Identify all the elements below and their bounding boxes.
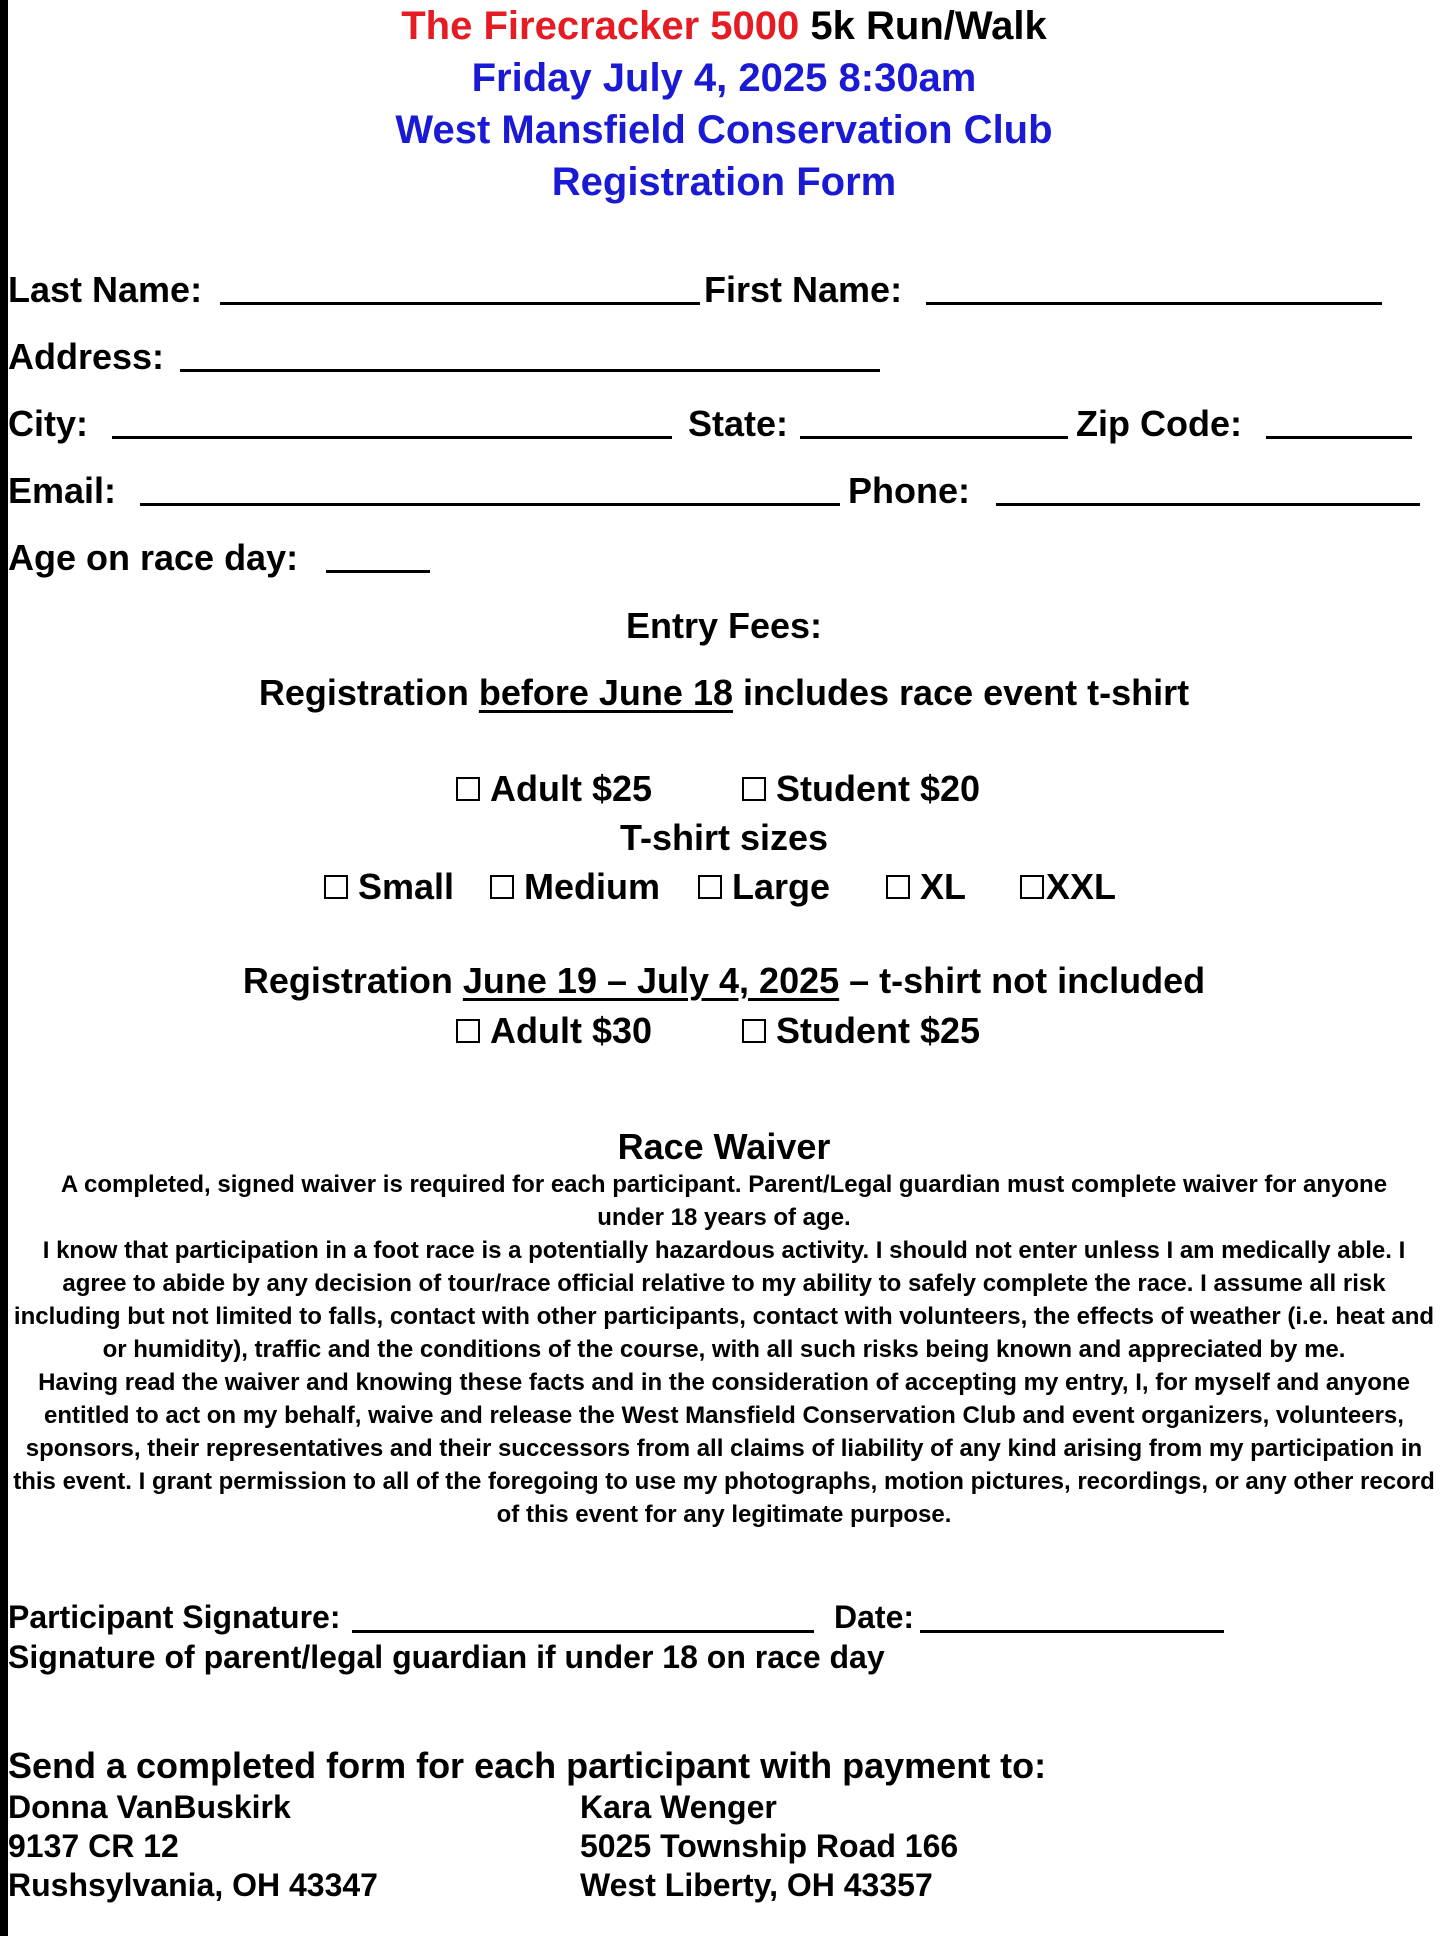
size-xl-label: XL [920, 866, 967, 907]
contact-1-name: Donna VanBuskirk [8, 1789, 291, 1825]
participant-signature-field[interactable] [352, 1630, 814, 1633]
registration-form [8, 0, 1440, 1936]
late-prefix: Registration [242, 960, 453, 1001]
contact-1-city: Rushsylvania, OH 43347 [8, 1867, 378, 1903]
first-name-label: First Name: [704, 269, 903, 310]
early-registration-line [8, 670, 1440, 716]
late-adult-label: Adult $30 [490, 1010, 653, 1051]
address-label: Address: [8, 336, 165, 377]
tshirt-sizes-heading: T-shirt sizes [619, 817, 829, 858]
event-venue: West Mansfield Conservation Club [395, 108, 1053, 152]
age-field[interactable] [326, 570, 430, 573]
state-label: State: [688, 403, 789, 444]
size-large-option[interactable] [698, 864, 830, 910]
checkbox-icon[interactable] [1020, 875, 1044, 899]
city-field[interactable] [112, 436, 672, 439]
event-title [8, 0, 1440, 52]
checkbox-icon[interactable] [886, 875, 910, 899]
contact-2-city: West Liberty, OH 43357 [580, 1867, 933, 1903]
size-small-option[interactable] [324, 864, 454, 910]
late-student-option[interactable] [742, 1008, 980, 1054]
zip-field[interactable] [1266, 436, 1412, 439]
event-date: Friday July 4, 2025 8:30am [471, 56, 977, 100]
city-label: City: [8, 403, 88, 444]
size-medium-option[interactable] [490, 864, 660, 910]
waiver-paragraph-3: Having read the waiver and knowing these facts and in the consideration of accepting my entry, I, for myself and anyone entitled to act on my behalf, waive and release the West Mansfield Conservation Club and event organizers, volunteers, sponsors, their representatives and their successors from all claims of liability of any kind arising from my participation in this event. I grant permission to all of the foregoing to use my photographs, motion pictures, recordings, or any other record of this event for any legitimate purpose. [13, 1369, 1435, 1528]
contact-1 [8, 1788, 378, 1905]
email-field[interactable] [140, 503, 840, 506]
last-name-label: Last Name: [8, 269, 203, 310]
event-type: 5k Run/Walk [810, 4, 1047, 48]
signature-date-field[interactable] [920, 1630, 1224, 1633]
size-xxl-label: XXL [1046, 866, 1117, 907]
phone-field[interactable] [996, 503, 1420, 506]
age-label: Age on race day: [8, 537, 299, 578]
early-prefix: Registration [258, 672, 469, 713]
checkbox-icon[interactable] [742, 777, 766, 801]
waiver-paragraph-2: I know that participation in a foot race is a potentially hazardous activity. I should not enter unless I am medically able. I agree to abide by any decision of tour/race official relative to my ability to safely complete the race. I assume all risk including but not limited to falls, contact with other participants, contact with volunteers, the effects of weather (i.e. heat and or humidity), traffic and the conditions of the course, with all such risks being known and appreciated by me. [13, 1237, 1435, 1363]
checkbox-icon[interactable] [698, 875, 722, 899]
checkbox-icon[interactable] [324, 875, 348, 899]
signature-date-label: Date: [834, 1599, 915, 1635]
waiver-paragraph-1: A completed, signed waiver is required for each participant. Parent/Legal guardian must complete waiver for anyone under 18 years of age. [60, 1171, 1388, 1231]
size-medium-label: Medium [524, 866, 661, 907]
size-small-label: Small [358, 866, 455, 907]
early-student-label: Student $20 [776, 768, 981, 809]
waiver-text [8, 1168, 1440, 1531]
late-student-label: Student $25 [776, 1010, 981, 1051]
first-name-field[interactable] [926, 302, 1382, 305]
contact-1-street: 9137 CR 12 [8, 1828, 179, 1864]
last-name-field[interactable] [220, 302, 700, 305]
early-suffix: includes race event t-shirt [743, 672, 1190, 713]
entry-fees-heading: Entry Fees: [625, 605, 823, 646]
address-field[interactable] [180, 369, 880, 372]
waiver-heading: Race Waiver [617, 1126, 831, 1167]
late-registration-line [8, 958, 1440, 1004]
checkbox-icon[interactable] [742, 1019, 766, 1043]
contact-2-street: 5025 Township Road 166 [580, 1828, 959, 1864]
late-suffix: – t-shirt not included [849, 960, 1206, 1001]
guardian-signature-note: Signature of parent/legal guardian if under 18 on race day [8, 1639, 885, 1675]
size-xxl-option[interactable] [1020, 864, 1116, 910]
size-xl-option[interactable] [886, 864, 966, 910]
contact-2 [580, 1788, 958, 1905]
size-large-label: Large [732, 866, 831, 907]
state-field[interactable] [800, 436, 1068, 439]
email-label: Email: [8, 470, 117, 511]
late-adult-option[interactable] [456, 1008, 652, 1054]
participant-signature-label: Participant Signature: [8, 1599, 341, 1635]
zip-label: Zip Code: [1076, 403, 1242, 444]
form-title: Registration Form [551, 160, 897, 204]
checkbox-icon[interactable] [456, 777, 480, 801]
phone-label: Phone: [848, 470, 970, 511]
late-date: June 19 – July 4, 2025 [462, 960, 840, 1001]
contact-2-name: Kara Wenger [580, 1789, 777, 1825]
event-name: The Firecracker 5000 [401, 4, 800, 48]
early-date: before June 18 [478, 672, 733, 713]
send-heading: Send a completed form for each participant with payment to: [8, 1745, 1047, 1786]
early-student-option[interactable] [742, 766, 980, 812]
checkbox-icon[interactable] [456, 1019, 480, 1043]
early-adult-label: Adult $25 [490, 768, 653, 809]
checkbox-icon[interactable] [490, 875, 514, 899]
early-adult-option[interactable] [456, 766, 652, 812]
